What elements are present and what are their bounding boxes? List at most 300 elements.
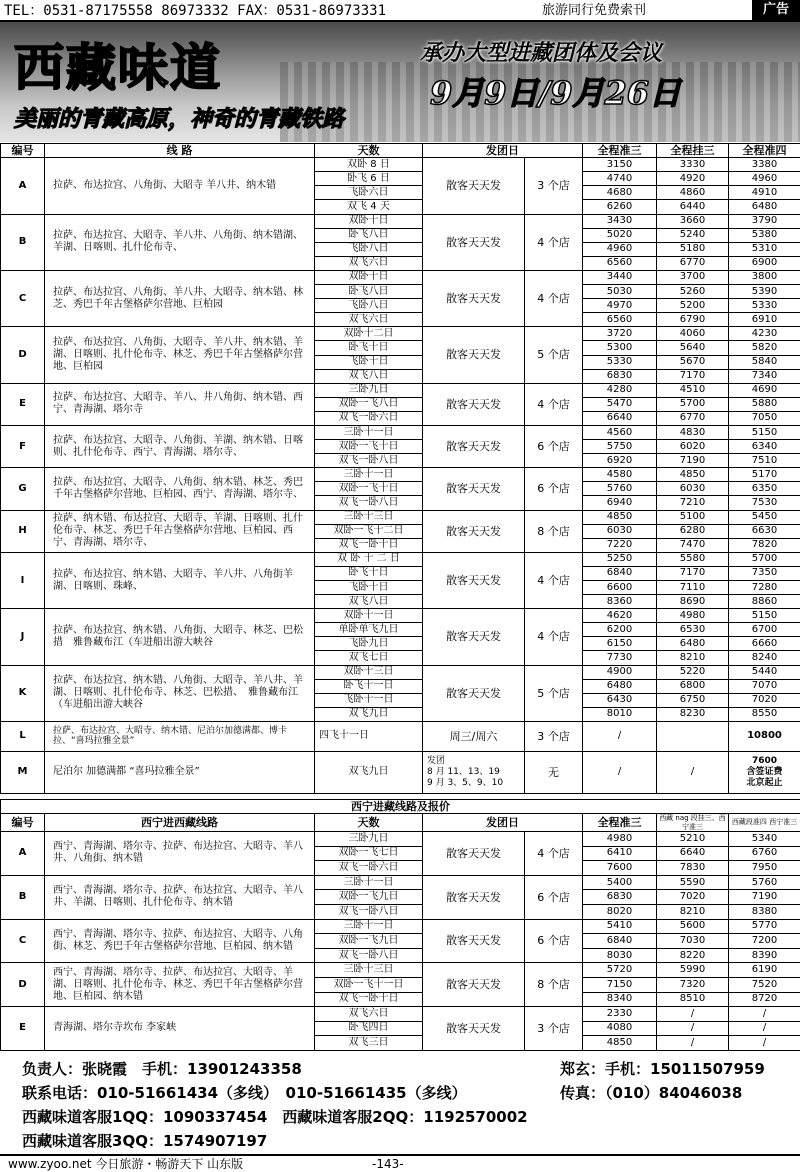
route-days: 卧飞四日 bbox=[315, 1021, 423, 1036]
price-a: 4850 bbox=[583, 510, 657, 524]
departure: 散客天天发 bbox=[423, 831, 525, 875]
price-c-amount: 7600 bbox=[751, 756, 778, 767]
contact-footer bbox=[0, 1056, 800, 1172]
manager-contact: 负责人：张晓霞 手机：13901243358 bbox=[22, 1060, 302, 1078]
route-code: D bbox=[1, 963, 45, 1007]
price-b: 7190 bbox=[657, 454, 729, 468]
price-b: 7020 bbox=[657, 890, 729, 905]
route-days: 双飞一卧六日 bbox=[315, 411, 423, 425]
banner-dates: 9月9日/9月26日 bbox=[430, 74, 682, 112]
route-spots: 拉萨、布达拉宫、大昭寺、羊八、井八角街、纳木错、西宁、青海湖、塔尔寺 bbox=[45, 383, 315, 425]
departure-sep: 9 月 3、5、9、10 bbox=[427, 777, 504, 788]
hotel-count: 3 个店 bbox=[525, 158, 583, 214]
price-a: 5400 bbox=[583, 875, 657, 890]
departure: 散客天天发 bbox=[423, 919, 525, 963]
banner bbox=[0, 22, 800, 142]
price-c: 7190 bbox=[729, 890, 800, 905]
route-spots: 拉萨、布达拉宫、纳木错、八角街、大昭寺、羊八井、羊湖、日喀则、扎什伦布寺、林芝、巴松措、 雅鲁藏布江（车进船出游大峡谷 bbox=[45, 665, 315, 721]
price-c: 7510 bbox=[729, 454, 800, 468]
price-b: 5100 bbox=[657, 510, 729, 524]
price-a: 5410 bbox=[583, 919, 657, 934]
departure: 周三/周六 bbox=[423, 721, 525, 751]
col-price-a: 全程准三 bbox=[583, 144, 657, 158]
price-b: 6280 bbox=[657, 524, 729, 538]
departure-aug: 8 月 11、13、19 bbox=[427, 767, 500, 778]
price-b: 8210 bbox=[657, 651, 729, 665]
route-code: I bbox=[1, 552, 45, 608]
route-days: 三卧十三日 bbox=[315, 510, 423, 524]
price-a: / bbox=[583, 721, 657, 751]
route-days: 单卧单飞九日 bbox=[315, 623, 423, 637]
price-b: 6640 bbox=[657, 846, 729, 861]
price-c: 7950 bbox=[729, 861, 800, 876]
route-days: 双卧一飞十日 bbox=[315, 440, 423, 454]
price-c: 7530 bbox=[729, 496, 800, 510]
route-days: 双飞一卧八日 bbox=[315, 496, 423, 510]
price-b: 6030 bbox=[657, 482, 729, 496]
price-a: 8340 bbox=[583, 992, 657, 1007]
col-price-c: 西藏段准四 西宁准三 bbox=[729, 814, 800, 832]
price-a: 5470 bbox=[583, 397, 657, 411]
fax-number: 传真：（010）84046038 bbox=[560, 1084, 743, 1102]
price-b: 7030 bbox=[657, 934, 729, 949]
price-b: 7110 bbox=[657, 581, 729, 595]
price-c: 6350 bbox=[729, 482, 800, 496]
route-days: 飞卧十日 bbox=[315, 581, 423, 595]
route-days: 双飞六日 bbox=[315, 1007, 423, 1022]
route-spots: 西宁、青海湖、塔尔寺、拉萨、布达拉宫、大昭寺、羊湖、日喀则、扎什伦布寺、林芝、秀巴千年古堡格萨尔营地、巨柏园、纳木错 bbox=[45, 963, 315, 1007]
price-c-note1: 含签证费 bbox=[746, 767, 783, 778]
table-row bbox=[1, 158, 800, 172]
departure: 散客天天发 bbox=[423, 665, 525, 721]
price-b: 4060 bbox=[657, 327, 729, 341]
brand-title: 西藏味道 bbox=[14, 38, 222, 97]
price-c: 7820 bbox=[729, 538, 800, 552]
top-bar bbox=[0, 0, 800, 22]
price-a: 7220 bbox=[583, 538, 657, 552]
price-a: 8010 bbox=[583, 707, 657, 721]
price-c: 8240 bbox=[729, 651, 800, 665]
price-a: 3440 bbox=[583, 270, 657, 284]
price-b: 7170 bbox=[657, 566, 729, 580]
price-a: 6560 bbox=[583, 313, 657, 327]
route-days: 双飞六日 bbox=[315, 256, 423, 270]
price-b: 8220 bbox=[657, 948, 729, 963]
price-b: / bbox=[657, 1021, 729, 1036]
table-row bbox=[1, 425, 800, 439]
price-a: 5760 bbox=[583, 482, 657, 496]
route-code: H bbox=[1, 510, 45, 552]
departure: 散客天天发 bbox=[423, 552, 525, 608]
route-days: 双卧一飞十一日 bbox=[315, 977, 423, 992]
table-row bbox=[1, 831, 800, 846]
route-days: 双飞八日 bbox=[315, 369, 423, 383]
price-a: 5030 bbox=[583, 285, 657, 299]
route-days: 飞卧十一日 bbox=[315, 693, 423, 707]
route-spots: 拉萨、纳木错、布达拉宫、大昭寺、羊湖、日喀则、扎什伦布寺、林芝、秀巴千年古堡格萨尔营地、巨柏园、西宁、青海湖、塔尔寺、 bbox=[45, 510, 315, 552]
price-c: 3800 bbox=[729, 270, 800, 284]
col-route: 西宁进西藏线路 bbox=[45, 814, 315, 832]
route-spots: 拉萨、布达拉宫、八角街、大昭寺 羊八井、纳木错 bbox=[45, 158, 315, 214]
price-b: 7170 bbox=[657, 369, 729, 383]
price-c-note2: 北京起止 bbox=[746, 777, 783, 788]
route-code: E bbox=[1, 1007, 45, 1051]
price-b: 5580 bbox=[657, 552, 729, 566]
route-spots: 拉萨、布达拉宫、大昭寺、八角街、羊湖、纳木错、日喀则、扎什伦布寺、西宁、青海湖、塔尔寺、 bbox=[45, 425, 315, 467]
price-a: 4960 bbox=[583, 242, 657, 256]
route-days: 飞卧六日 bbox=[315, 186, 423, 200]
route-days: 双卧十一日 bbox=[315, 609, 423, 623]
route-spots: 拉萨、布达拉宫、八角街、羊八井、大昭寺、纳木错、林芝、秀巴千年古堡格萨尔营地、巨柏园 bbox=[45, 270, 315, 326]
lhasa-extra-rows bbox=[1, 721, 800, 793]
price-c: / bbox=[729, 1021, 800, 1036]
price-a: 7730 bbox=[583, 651, 657, 665]
price-b: 4980 bbox=[657, 609, 729, 623]
price-b: 6440 bbox=[657, 200, 729, 214]
col-price-a: 全程准三 bbox=[583, 814, 657, 832]
route-days: 四飞十一日 bbox=[315, 721, 423, 751]
price-c: 3380 bbox=[729, 158, 800, 172]
price-b: 3700 bbox=[657, 270, 729, 284]
hotel-count: 4 个店 bbox=[525, 552, 583, 608]
price-c: 5170 bbox=[729, 468, 800, 482]
price-b: 8510 bbox=[657, 992, 729, 1007]
route-days: 双飞九日 bbox=[315, 751, 423, 793]
route-days: 双卧一飞九日 bbox=[315, 934, 423, 949]
route-days: 卧飞八日 bbox=[315, 285, 423, 299]
price-c: 7070 bbox=[729, 679, 800, 693]
col-departure: 发团日 bbox=[423, 144, 583, 158]
price-a: 6200 bbox=[583, 623, 657, 637]
price-a: 4560 bbox=[583, 425, 657, 439]
table-row bbox=[1, 552, 800, 566]
departure: 散客天天发 bbox=[423, 214, 525, 270]
table-row bbox=[1, 1007, 800, 1022]
hotel-count: 3 个店 bbox=[525, 721, 583, 751]
route-days: 双飞七日 bbox=[315, 651, 423, 665]
price-a: 3150 bbox=[583, 158, 657, 172]
hotel-count: 6 个店 bbox=[525, 919, 583, 963]
table-row bbox=[1, 665, 800, 679]
second-contact: 郑玄：手机：15011507959 bbox=[560, 1060, 765, 1078]
price-a: 5250 bbox=[583, 552, 657, 566]
table-row bbox=[1, 468, 800, 482]
route-days: 双卧一飞十日 bbox=[315, 482, 423, 496]
price-b bbox=[657, 721, 729, 751]
hotel-count: 4 个店 bbox=[525, 214, 583, 270]
price-b: 5600 bbox=[657, 919, 729, 934]
route-days: 双飞九日 bbox=[315, 707, 423, 721]
price-c: 5150 bbox=[729, 609, 800, 623]
price-c: 6660 bbox=[729, 637, 800, 651]
price-b: 5670 bbox=[657, 355, 729, 369]
hotel-count: 8 个店 bbox=[525, 963, 583, 1007]
route-spots: 西宁、青海湖、塔尔寺、拉萨、布达拉宫、大昭寺、羊八井、八角街、纳木错 bbox=[45, 831, 315, 875]
price-a: 3430 bbox=[583, 214, 657, 228]
price-c: 8390 bbox=[729, 948, 800, 963]
price-a: 4620 bbox=[583, 609, 657, 623]
xining-price-table bbox=[0, 799, 800, 1051]
route-days: 卧飞十日 bbox=[315, 341, 423, 355]
table-row bbox=[1, 721, 800, 751]
price-a: 5300 bbox=[583, 341, 657, 355]
route-days: 三卧十一日 bbox=[315, 425, 423, 439]
price-a: 8030 bbox=[583, 948, 657, 963]
hotel-count: 4 个店 bbox=[525, 609, 583, 665]
hotel-count: 6 个店 bbox=[525, 875, 583, 919]
price-b: 4830 bbox=[657, 425, 729, 439]
price-c: 8720 bbox=[729, 992, 800, 1007]
price-a: 6920 bbox=[583, 454, 657, 468]
price-a: 6150 bbox=[583, 637, 657, 651]
price-c: / bbox=[729, 1036, 800, 1051]
route-days: 三卧十一日 bbox=[315, 919, 423, 934]
price-c: 5880 bbox=[729, 397, 800, 411]
price-c: 4690 bbox=[729, 383, 800, 397]
price-a: 6480 bbox=[583, 679, 657, 693]
price-b: 6800 bbox=[657, 679, 729, 693]
col-route: 线 路 bbox=[45, 144, 315, 158]
col-code: 编号 bbox=[1, 144, 45, 158]
route-days: 双飞一卧八日 bbox=[315, 948, 423, 963]
page-number: -143- bbox=[372, 1157, 404, 1171]
price-a: 6840 bbox=[583, 934, 657, 949]
price-a: 4280 bbox=[583, 383, 657, 397]
col-days: 天数 bbox=[315, 144, 423, 158]
route-code: K bbox=[1, 665, 45, 721]
route-code: E bbox=[1, 383, 45, 425]
price-c: 5840 bbox=[729, 355, 800, 369]
table-row bbox=[1, 270, 800, 284]
departure: 散客天天发 bbox=[423, 468, 525, 510]
route-code: F bbox=[1, 425, 45, 467]
table-row bbox=[1, 875, 800, 890]
route-spots: 拉萨、布达拉宫、纳木错、八角街、大昭寺、林芝、巴松措 雅鲁藏布江（车进船出游大峡谷 bbox=[45, 609, 315, 665]
price-c: 7200 bbox=[729, 934, 800, 949]
price-c: 6630 bbox=[729, 524, 800, 538]
price-c: 5440 bbox=[729, 665, 800, 679]
ad-badge: 广告 bbox=[752, 0, 800, 22]
table-row bbox=[1, 327, 800, 341]
price-a: 4740 bbox=[583, 172, 657, 186]
hotel-count: 无 bbox=[525, 751, 583, 793]
table-row bbox=[1, 751, 800, 793]
price-c: 6480 bbox=[729, 200, 800, 214]
price-b: 4510 bbox=[657, 383, 729, 397]
price-c: 6910 bbox=[729, 313, 800, 327]
route-spots: 拉萨、布达拉宫、大昭寺、八角街、纳木错、林芝、秀巴千年古堡格萨尔营地、巨柏园、西宁、青海湖、塔尔寺、 bbox=[45, 468, 315, 510]
hotel-count: 5 个店 bbox=[525, 327, 583, 383]
xining-section-title: 西宁进藏线路及报价 bbox=[1, 800, 800, 814]
price-b: 5210 bbox=[657, 831, 729, 846]
route-days: 飞卧八日 bbox=[315, 299, 423, 313]
hotel-count: 5 个店 bbox=[525, 665, 583, 721]
price-b: 6790 bbox=[657, 313, 729, 327]
price-b: 8230 bbox=[657, 707, 729, 721]
route-spots: 拉萨、布达拉宫、大昭寺、纳木错、尼泊尔加德满都、博卡拉、“喜玛拉雅全景” bbox=[45, 721, 315, 751]
price-c: 5380 bbox=[729, 228, 800, 242]
price-b: / bbox=[657, 1036, 729, 1051]
departure-label: 发团 bbox=[427, 756, 446, 767]
price-b: 5220 bbox=[657, 665, 729, 679]
table-row bbox=[1, 609, 800, 623]
price-a: 6260 bbox=[583, 200, 657, 214]
route-days: 三卧十三日 bbox=[315, 963, 423, 978]
price-a: 4980 bbox=[583, 831, 657, 846]
price-b: 5640 bbox=[657, 341, 729, 355]
price-a: 5720 bbox=[583, 963, 657, 978]
price-a: 4080 bbox=[583, 1021, 657, 1036]
price-b: 3660 bbox=[657, 214, 729, 228]
price-c: 7020 bbox=[729, 693, 800, 707]
price-a: 6600 bbox=[583, 581, 657, 595]
route-days: 三卧十一日 bbox=[315, 468, 423, 482]
site-line: www.zyoo.net 今日旅游・畅游天下 山东版 bbox=[8, 1157, 244, 1171]
price-a: 8020 bbox=[583, 904, 657, 919]
price-a: 2330 bbox=[583, 1007, 657, 1022]
price-b: 5590 bbox=[657, 875, 729, 890]
lhasa-price-table bbox=[0, 143, 800, 794]
price-a: 5020 bbox=[583, 228, 657, 242]
price-b: 6770 bbox=[657, 256, 729, 270]
price-a: / bbox=[583, 751, 657, 793]
price-a: 6940 bbox=[583, 496, 657, 510]
route-code: A bbox=[1, 158, 45, 214]
price-a: 4850 bbox=[583, 1036, 657, 1051]
price-c: 7340 bbox=[729, 369, 800, 383]
route-days: 卧飞八日 bbox=[315, 228, 423, 242]
route-days: 飞卧十日 bbox=[315, 355, 423, 369]
route-code: C bbox=[1, 270, 45, 326]
price-b: 7830 bbox=[657, 861, 729, 876]
price-c: 5820 bbox=[729, 341, 800, 355]
route-code: L bbox=[1, 721, 45, 751]
col-price-c: 全程准四 bbox=[729, 144, 800, 158]
price-c: 4230 bbox=[729, 327, 800, 341]
table-row bbox=[1, 214, 800, 228]
route-days: 三卧十一日 bbox=[315, 875, 423, 890]
col-price-b: 全程挂三 bbox=[657, 144, 729, 158]
route-days: 双卧一飞十二日 bbox=[315, 524, 423, 538]
price-c: 5450 bbox=[729, 510, 800, 524]
table-row bbox=[1, 510, 800, 524]
route-days: 三卧九日 bbox=[315, 383, 423, 397]
price-b: 7320 bbox=[657, 977, 729, 992]
price-c: 7350 bbox=[729, 566, 800, 580]
departure: 散客天天发 bbox=[423, 327, 525, 383]
price-b: 6770 bbox=[657, 411, 729, 425]
route-code: D bbox=[1, 327, 45, 383]
price-c: 7280 bbox=[729, 581, 800, 595]
route-spots: 拉萨、布达拉宫、纳木错、大昭寺、羊八井、八角街羊湖、日喀则、珠峰、 bbox=[45, 552, 315, 608]
route-code: B bbox=[1, 214, 45, 270]
lhasa-price-rows bbox=[1, 158, 800, 722]
route-days: 双飞一卧八日 bbox=[315, 904, 423, 919]
route-spots: 西宁、青海湖、塔尔寺、拉萨、布达拉宫、大昭寺、八角街、林芝、秀巴千年古堡格萨尔营地、巨柏园、纳木错 bbox=[45, 919, 315, 963]
price-c: / bbox=[729, 1007, 800, 1022]
route-code: G bbox=[1, 468, 45, 510]
price-a: 7150 bbox=[583, 977, 657, 992]
price-c bbox=[729, 751, 800, 793]
price-a: 3720 bbox=[583, 327, 657, 341]
route-days: 双卧 8 日 bbox=[315, 158, 423, 172]
price-c: 5310 bbox=[729, 242, 800, 256]
departure: 散客天天发 bbox=[423, 609, 525, 665]
route-days: 双飞一卧十日 bbox=[315, 992, 423, 1007]
hotel-count: 8 个店 bbox=[525, 510, 583, 552]
departure: 散客天天发 bbox=[423, 875, 525, 919]
price-c: 10800 bbox=[729, 721, 800, 751]
price-a: 5330 bbox=[583, 355, 657, 369]
price-b: 5240 bbox=[657, 228, 729, 242]
departure: 散客天天发 bbox=[423, 1007, 525, 1051]
price-b: 7470 bbox=[657, 538, 729, 552]
banner-slogan: 美丽的青藏高原，神奇的青藏铁路 bbox=[14, 107, 345, 132]
route-days: 双卧一飞七日 bbox=[315, 846, 423, 861]
route-days: 双卧十三日 bbox=[315, 665, 423, 679]
price-b: 5180 bbox=[657, 242, 729, 256]
route-days: 双飞 4 天 bbox=[315, 200, 423, 214]
price-b: 7210 bbox=[657, 496, 729, 510]
contact-phone-fax: TEL：0531-87175558 86973332 FAX：0531-86973331 bbox=[4, 3, 387, 19]
route-spots: 拉萨、布达拉宫、大昭寺、羊八井、八角街、纳木错湖、羊湖、日喀则、扎什伦布寺、 bbox=[45, 214, 315, 270]
route-spots: 西宁、青海湖、塔尔寺、拉萨、布达拉宫、大昭寺、羊八井、羊湖、日喀则、扎什伦布寺、纳木错 bbox=[45, 875, 315, 919]
route-days: 卧飞十日 bbox=[315, 566, 423, 580]
col-price-b: 西藏 nag 段挂三、西宁准三 bbox=[657, 814, 729, 832]
price-a: 6840 bbox=[583, 566, 657, 580]
departure: 散客天天发 bbox=[423, 270, 525, 326]
qq-service-1-2: 西藏味道客服1QQ：1090337454 西藏味道客服2QQ：1192570002 bbox=[22, 1108, 528, 1126]
col-departure: 发团日 bbox=[423, 814, 583, 832]
departure: 散客天天发 bbox=[423, 510, 525, 552]
price-a: 4580 bbox=[583, 468, 657, 482]
price-b: 4850 bbox=[657, 468, 729, 482]
route-days: 双卧十日 bbox=[315, 214, 423, 228]
price-c: 3790 bbox=[729, 214, 800, 228]
price-c: 5150 bbox=[729, 425, 800, 439]
price-b: 3330 bbox=[657, 158, 729, 172]
route-spots: 拉萨、布达拉宫、八角街、大昭寺、羊八井、纳木错、羊湖、日喀则、扎什伦布寺、林芝、秀巴千年古堡格萨尔营地、巨柏园 bbox=[45, 327, 315, 383]
route-days: 双飞八日 bbox=[315, 595, 423, 609]
hotel-count: 3 个店 bbox=[525, 1007, 583, 1051]
price-c: 5390 bbox=[729, 285, 800, 299]
route-days: 双飞一卧十日 bbox=[315, 538, 423, 552]
price-b: 5200 bbox=[657, 299, 729, 313]
price-b: 6480 bbox=[657, 637, 729, 651]
banner-tagline: 承办大型进藏团体及会议 bbox=[420, 41, 663, 66]
price-b: 8690 bbox=[657, 595, 729, 609]
route-days: 双飞一卧六日 bbox=[315, 861, 423, 876]
price-a: 4680 bbox=[583, 186, 657, 200]
price-b: 6020 bbox=[657, 440, 729, 454]
route-code: B bbox=[1, 875, 45, 919]
price-c: 5770 bbox=[729, 919, 800, 934]
price-c: 5340 bbox=[729, 831, 800, 846]
price-c: 8380 bbox=[729, 904, 800, 919]
price-c: 5760 bbox=[729, 875, 800, 890]
route-days: 飞卧八日 bbox=[315, 242, 423, 256]
price-a: 6830 bbox=[583, 369, 657, 383]
price-c: 4910 bbox=[729, 186, 800, 200]
departure-dates bbox=[423, 751, 525, 793]
price-b: 6750 bbox=[657, 693, 729, 707]
price-c: 7520 bbox=[729, 977, 800, 992]
route-spots: 尼泊尔 加德满都 “喜玛拉雅全景” bbox=[45, 751, 315, 793]
route-days: 双 卧 十 二 日 bbox=[315, 552, 423, 566]
price-b: 5260 bbox=[657, 285, 729, 299]
route-code: M bbox=[1, 751, 45, 793]
price-a: 6430 bbox=[583, 693, 657, 707]
